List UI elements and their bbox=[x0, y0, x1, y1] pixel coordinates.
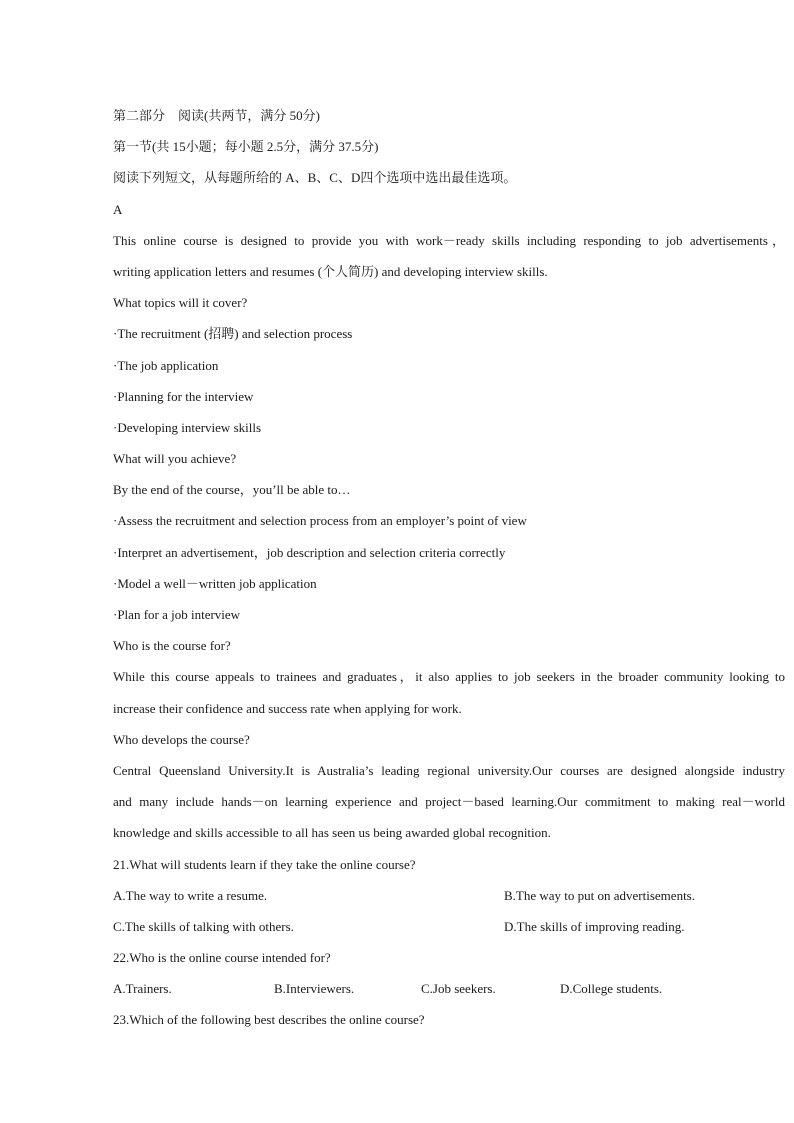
cover-item: ·The job application bbox=[113, 357, 219, 373]
for-text-line-2: increase their confidence and success rate when applying for work. bbox=[113, 700, 462, 716]
instructions: 阅读下列短文，从每题所给的 A、B、C、D四个选项中选出最佳选项。 bbox=[113, 170, 517, 186]
question-21-stem: 21.What will students learn if they take the online course? bbox=[113, 856, 416, 872]
achieve-intro: By the end of the course，you’ll be able to… bbox=[113, 482, 351, 498]
for-text-line-1: While this course appeals to trainees and graduates，it also applies to job seekers in the broader community looking to bbox=[113, 669, 785, 685]
passage-intro-line-2: writing application letters and resumes (个人简历) and developing interview skills. bbox=[113, 263, 548, 279]
option-a: A.Trainers. bbox=[113, 981, 172, 997]
option-d: D.The skills of improving reading. bbox=[504, 918, 685, 934]
achieve-item: ·Plan for a job interview bbox=[113, 607, 241, 622]
develop-text-line-3: knowledge and skills accessible to all has seen us being awarded global recognition. bbox=[113, 825, 551, 841]
option-c: C.The skills of talking with others. bbox=[113, 918, 294, 934]
option-d: D.College students. bbox=[560, 981, 663, 997]
cover-item: ·The recruitment (招聘) and selection process bbox=[113, 326, 353, 342]
passage-intro-line-1: This online course is designed to provide you with work－ready skills including responding to job advertisements， bbox=[113, 232, 785, 248]
cover-item: ·Planning for the interview bbox=[113, 388, 254, 404]
question-22-options bbox=[113, 973, 785, 1004]
question-23-stem: 23.Which of the following best describes the online course? bbox=[113, 1012, 425, 1028]
question-21-options-row-2 bbox=[113, 911, 785, 942]
section-title: 第一节(共 15小题；每小题 2.5分，满分 37.5分) bbox=[113, 139, 379, 155]
reading-section bbox=[113, 100, 785, 1036]
passage-label: A bbox=[113, 201, 123, 217]
for-heading: Who is the course for? bbox=[113, 638, 231, 654]
option-a: A.The way to write a resume. bbox=[113, 887, 268, 903]
option-c: C.Job seekers. bbox=[421, 981, 496, 997]
achieve-item: ·Interpret an advertisement，job description and selection criteria correctly bbox=[113, 544, 506, 560]
option-b: B.Interviewers. bbox=[274, 981, 355, 997]
question-22-stem: 22.Who is the online course intended for? bbox=[113, 950, 331, 966]
develop-text-line-1: Central Queensland University.It is Australia’s leading regional university.Our courses are designed alongside industry bbox=[113, 762, 785, 778]
achieve-item: ·Model a well－written job application bbox=[113, 575, 317, 591]
cover-item: ·Developing interview skills bbox=[113, 419, 262, 435]
develop-text-line-2: and many include hands－on learning experience and project－based learning.Our commitment to making real－world bbox=[113, 794, 785, 810]
question-21-options-row-1 bbox=[113, 880, 785, 911]
achieve-heading: What will you achieve? bbox=[113, 451, 237, 467]
develop-heading: Who develops the course? bbox=[113, 731, 250, 747]
cover-heading: What topics will it cover? bbox=[113, 295, 248, 311]
achieve-item: ·Assess the recruitment and selection process from an employer’s point of view bbox=[113, 513, 527, 529]
option-b: B.The way to put on advertisements. bbox=[504, 887, 695, 903]
part-title: 第二部分 阅读(共两节，满分 50分) bbox=[113, 108, 320, 123]
